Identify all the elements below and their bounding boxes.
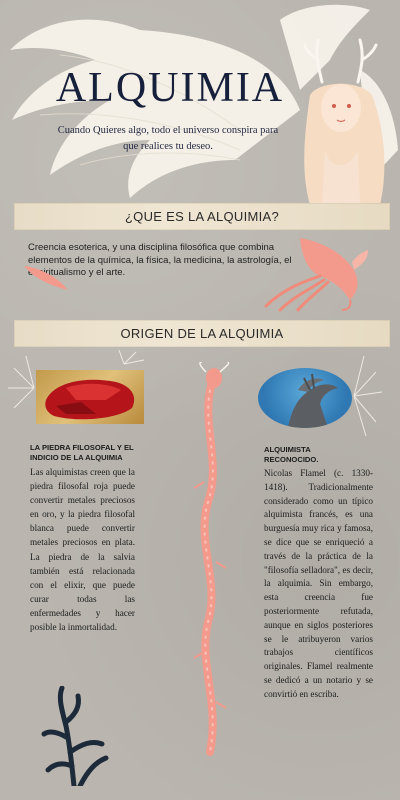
- philosophers-stone-image: [36, 370, 144, 424]
- tagline: Cuando Quieres algo, todo el universo conspira para que realices tu deseo.: [57, 125, 279, 152]
- definition-text: Creencia esoterica, y una disciplina filosófica que combina elementos de la química, la física, la medicina, la astrología, el espiritualismo y el arte.: [28, 242, 292, 279]
- left-column-heading: LA PIEDRA FILOSOFAL Y EL INDICIO DE LA ALQUIMIA: [30, 443, 134, 462]
- page-title: ALQUIMIA: [55, 65, 285, 111]
- section-banner-origen: [14, 320, 390, 347]
- section-heading: ¿QUE ES LA ALQUIMIA?: [124, 209, 280, 224]
- right-column-body: Nicolas Flamel (c. 1330-1418). Tradicionalmente considerado como un típico alquimista francés, es una burguesía muy rica y famosa, se dice que se enriqueció a través de la práctica de la "filosofía selladora", es decir, la alquimia. Sin embargo, esta creencia fue posteriormente refutada, aunque en siglos posteriores se le atribuyeron varios trabajos científicos originales. Flamel realmente se dedicó a un notario y se convirtió en escriba.: [264, 468, 373, 699]
- right-column-heading: ALQUIMISTA RECONOCIDO.: [264, 445, 319, 464]
- section-banner-que-es: [14, 203, 390, 230]
- left-column-body: Las alquimistas creen que la piedra filosofal roja puede convertir metales preciosos en oro, y la piedra filosofal blanca puede convertir metales preciosos en plata. La piedra de la salvia también está relacionada con el elixir, que puede curar todas las enfermedades y hacer posible la inmortalidad.: [30, 467, 135, 633]
- seaweed-illustration: [40, 686, 110, 786]
- feather-illustration: [22, 262, 70, 292]
- flamel-statue-image: [258, 368, 352, 428]
- red-stone-illustration: [36, 370, 144, 424]
- section-heading: ORIGEN DE LA ALQUIMIA: [120, 326, 284, 341]
- dragon-statue-illustration: [258, 368, 352, 428]
- phoenix-bird-illustration: [262, 230, 370, 312]
- dragon-illustration: [186, 362, 234, 762]
